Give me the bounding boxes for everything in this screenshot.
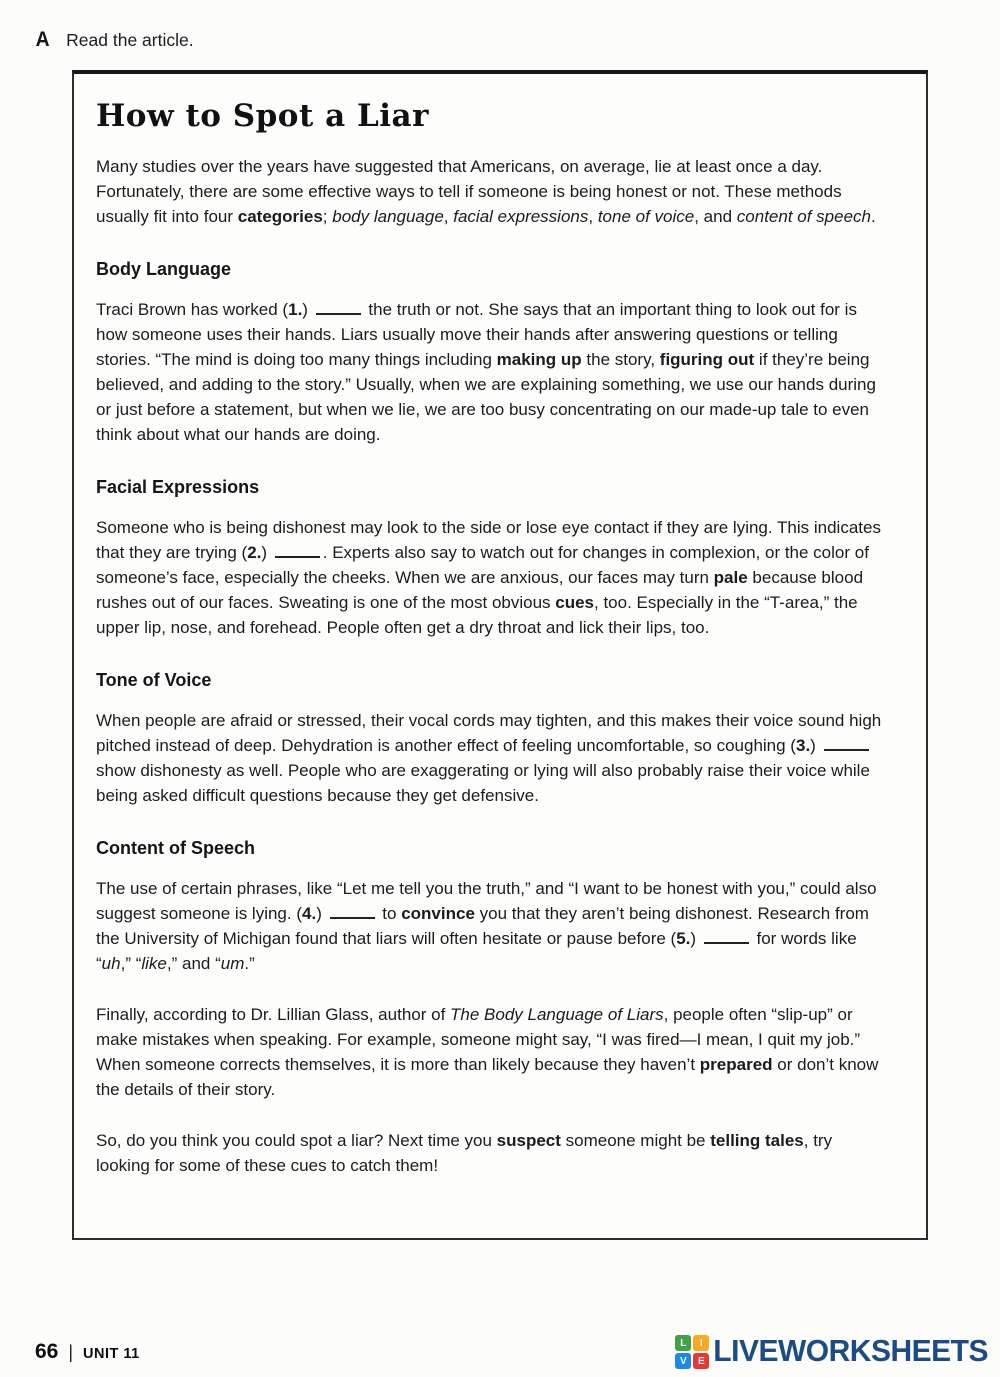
instruction-text: Read the article. [66, 30, 194, 50]
paragraph [96, 297, 886, 447]
fill-in-blank [316, 300, 361, 315]
liveworksheets-logo[interactable] [675, 1335, 988, 1369]
text-run: , and [694, 207, 737, 226]
text-run: ) [690, 929, 701, 948]
text-run: Many studies over the years have suggested that Americans, on average, lie at least once a day. Fortunately, there are some effective ways to tell if someone is being honest or not. These methods usually fit into four [96, 157, 842, 226]
logo-square-i: I [693, 1335, 709, 1351]
page-number: 66 [35, 1340, 59, 1363]
text-run: cues [555, 593, 595, 612]
exercise-instruction [35, 28, 194, 52]
text-run: you that they aren’t being dishonest. Research from the University of Michigan found that liars will often hesitate or pause before ( [96, 904, 869, 948]
fill-in-blank [704, 929, 749, 944]
text-run: 1. [288, 300, 303, 319]
text-run: like [141, 954, 167, 973]
section-tone-of-voice [96, 670, 886, 808]
text-run: content of speech [736, 207, 871, 226]
text-run: the truth or not. She says that an important thing to look out for is how someone uses their hands. Liars usually move their hands after answering questions or telling stories. “The mind is doing too many things including [96, 300, 857, 369]
text-run: , too. Especially in the “T-area,” the upper lip, nose, and forehead. People often get a dry throat and lick their lips, too. [96, 593, 858, 637]
section-content-of-speech [96, 838, 886, 1178]
text-run: someone might be [560, 1131, 711, 1150]
section-heading: Facial Expressions [96, 477, 260, 497]
text-run: tone of voice [597, 207, 695, 226]
liveworksheets-logo-icon [675, 1335, 709, 1369]
text-run: to [377, 904, 402, 923]
text-run: for words like “ [96, 929, 857, 973]
text-run: , people often “slip-up” or make mistakes when speaking. For example, someone might say, “I was fired—I mean, I quit my job.” When someone corrects themselves, it is more than likely because they haven’t [96, 1005, 861, 1074]
section-body-language [96, 259, 886, 447]
article-box [72, 70, 928, 1240]
section-facial-expressions [96, 477, 886, 640]
text-run: if they’re being believed, and adding to the story.” Usually, when we are explaining something, we use our hands during or just before a statement, but when we lie, we are too busy concentrating on our made-up tale to even think about what our hands are doing. [96, 350, 876, 444]
text-run: ) [810, 736, 821, 755]
text-run: ) [261, 543, 272, 562]
intro-paragraph [96, 154, 886, 229]
text-run: 4. [302, 904, 317, 923]
page-footer [35, 1335, 988, 1369]
text-run: convince [401, 904, 475, 923]
text-run: ,” and “ [166, 954, 221, 973]
liveworksheets-wordmark: LIVEWORKSHEETS [713, 1334, 988, 1369]
text-run: facial expressions [453, 207, 589, 226]
text-run: Finally, according to Dr. Lillian Glass, author of [96, 1005, 451, 1024]
fill-in-blank [275, 543, 320, 558]
text-run: , [443, 207, 454, 226]
paragraph [96, 1128, 886, 1178]
text-run: categories [237, 207, 323, 226]
text-run: , try looking for some of these cues to catch them! [96, 1131, 833, 1175]
text-run: 5. [676, 929, 691, 948]
page-reference [35, 1340, 140, 1364]
text-run: , [588, 207, 598, 226]
text-run: um [220, 954, 245, 973]
fill-in-blank [330, 904, 375, 919]
text-run: making up [496, 350, 582, 369]
text-run: The use of certain phrases, like “Let me tell you the truth,” and “I want to be honest with you,” could also suggest someone is lying. ( [96, 879, 877, 923]
paragraph [96, 876, 886, 976]
text-run: . Experts also say to watch out for changes in complexion, or the color of someone’s face, especially the cheeks. When we are anxious, our faces may turn [96, 543, 869, 587]
paragraph [96, 515, 886, 640]
text-run: . [871, 207, 876, 226]
paragraph [96, 708, 886, 808]
article-title: How to Spot a Liar [96, 98, 429, 134]
logo-square-l: L [675, 1335, 691, 1351]
text-run: Traci Brown has worked ( [96, 300, 289, 319]
logo-square-e: E [693, 1353, 709, 1369]
text-run: pale [713, 568, 748, 587]
section-heading: Tone of Voice [96, 670, 212, 690]
text-run: The Body Language of Liars [450, 1005, 664, 1024]
text-run: .” [244, 954, 255, 973]
text-run: uh [101, 954, 121, 973]
text-run: show dishonesty as well. People who are exaggerating or lying will also probably raise their voice while being asked difficult questions because they get defensive. [96, 761, 870, 805]
text-run: the story, [581, 350, 660, 369]
text-run: ,” “ [120, 954, 142, 973]
paragraph [96, 1002, 886, 1102]
exercise-letter: A [35, 28, 50, 51]
section-heading: Content of Speech [96, 838, 256, 858]
text-run: or don’t know the details of their story. [96, 1055, 879, 1099]
text-run: When people are afraid or stressed, their vocal cords may tighten, and this makes their voice sound high pitched instead of deep. Dehydration is another effect of feeling uncomfortable, so coughing ( [96, 711, 882, 755]
unit-label: UNIT 11 [83, 1346, 140, 1362]
text-run: ) [302, 300, 313, 319]
text-run: 2. [247, 543, 262, 562]
text-run: ; [322, 207, 333, 226]
fill-in-blank [824, 736, 869, 751]
text-run: Someone who is being dishonest may look to the side or lose eye contact if they are lying. This indicates that they are trying ( [96, 518, 881, 562]
text-run: suspect [496, 1131, 561, 1150]
text-run: telling tales [710, 1131, 804, 1150]
text-run: because blood rushes out of our faces. Sweating is one of the most obvious [96, 568, 864, 612]
text-run: figuring out [659, 350, 755, 369]
logo-square-v: V [675, 1353, 691, 1369]
section-heading: Body Language [96, 259, 232, 279]
text-run: ) [316, 904, 327, 923]
text-run: body language [332, 207, 444, 226]
text-run: So, do you think you could spot a liar? Next time you [96, 1131, 497, 1150]
text-run: 3. [795, 736, 811, 755]
text-run: prepared [699, 1055, 773, 1074]
page-divider: | [68, 1342, 74, 1362]
